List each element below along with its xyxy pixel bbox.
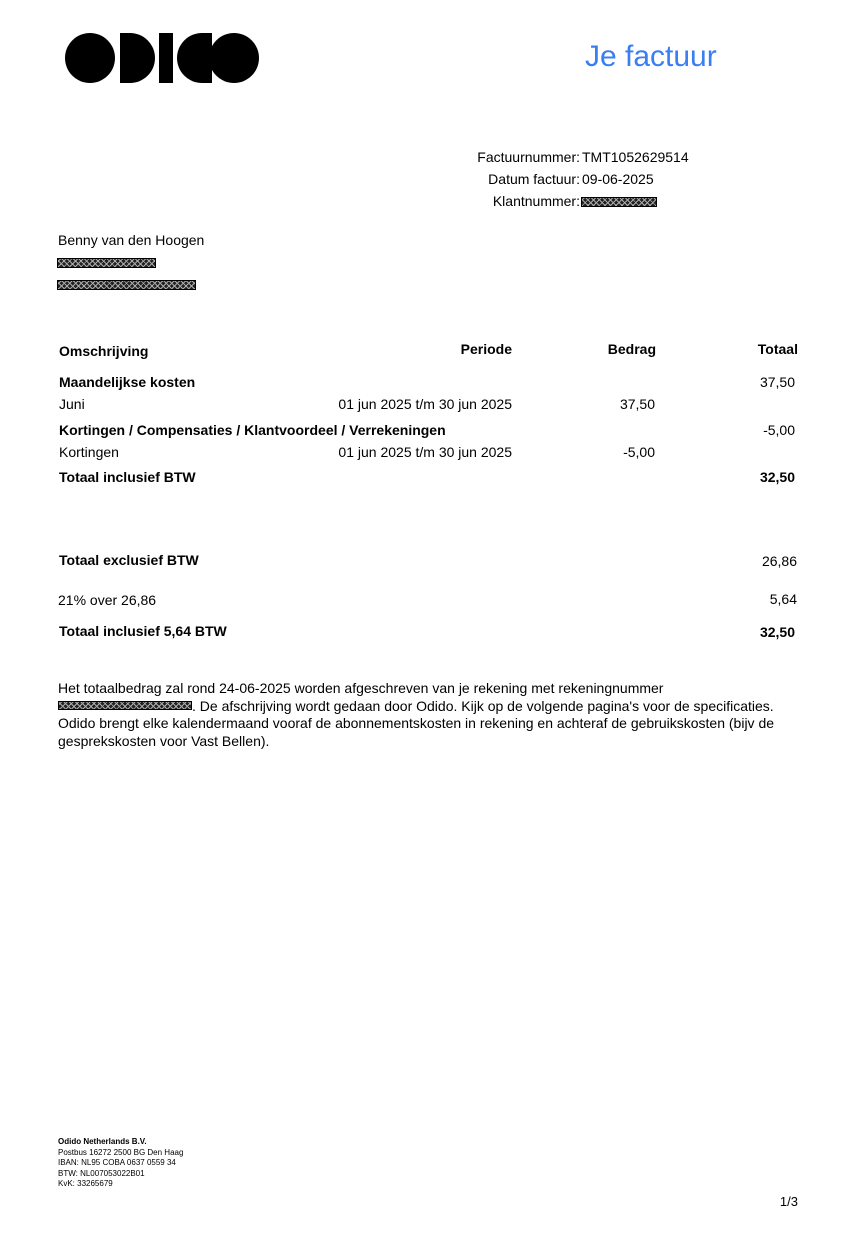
total-excl-vat-label: Totaal exclusief BTW — [59, 552, 199, 568]
footer-kvk: KvK: 33265679 — [58, 1179, 113, 1188]
total-incl-vat-value: 32,50 — [759, 624, 795, 640]
table-row-period: 01 jun 2025 t/m 30 jun 2025 — [338, 396, 512, 412]
payment-note — [58, 680, 778, 750]
total-incl-vat-label: Totaal inclusief 5,64 BTW — [59, 623, 227, 639]
table-row-total: 37,50 — [759, 374, 795, 390]
redacted-account-number — [58, 701, 192, 710]
payment-note-part-1: Het totaalbedrag zal rond 24-06-2025 worden afgeschreven van je rekening met rekeningnummer — [58, 680, 664, 696]
col-header-amount: Bedrag — [607, 341, 656, 357]
table-row-amount: -5,00 — [623, 444, 655, 460]
col-header-total: Totaal — [757, 341, 798, 357]
footer-company: Odido Netherlands B.V. — [58, 1137, 147, 1146]
redacted-customer-number — [581, 197, 657, 207]
table-row-description: Maandelijkse kosten — [59, 374, 196, 390]
page-title: Je factuur — [585, 40, 717, 73]
table-row-total: -5,00 — [763, 422, 795, 438]
table-row-period: 01 jun 2025 t/m 30 jun 2025 — [338, 444, 512, 460]
table-row-description: Juni — [59, 396, 85, 412]
total-excl-vat-value: 26,86 — [761, 553, 797, 569]
customer-number-label: Klantnummer: — [492, 193, 580, 209]
table-row-total: 32,50 — [759, 469, 795, 485]
footer-iban: IBAN: NL95 COBA 0637 0559 34 — [58, 1158, 176, 1167]
company-footer — [58, 1137, 183, 1190]
page-number: 1/3 — [779, 1194, 798, 1209]
invoice-number-label: Factuurnummer: — [477, 149, 580, 165]
invoice-date-label: Datum factuur: — [488, 171, 580, 187]
invoice-date-value: 09-06-2025 — [582, 171, 654, 187]
footer-address: Postbus 16272 2500 BG Den Haag — [58, 1147, 184, 1157]
table-row-description: Totaal inclusief BTW — [59, 469, 196, 485]
redacted-address-line-1 — [57, 258, 156, 268]
vat-value: 5,64 — [769, 591, 797, 607]
redacted-address-line-2 — [57, 280, 196, 290]
table-row-description: Kortingen / Compensaties / Klantvoordeel / Verrekeningen — [59, 422, 446, 438]
col-header-period: Periode — [460, 341, 512, 357]
vat-label: 21% over 26,86 — [58, 592, 157, 608]
invoice-number-value: TMT1052629514 — [582, 149, 689, 165]
table-row-amount: 37,50 — [619, 396, 655, 412]
payment-note-part-2: . De afschrijving wordt gedaan door Odido. Kijk op de volgende pagina's voor de specificaties. Odido brengt elke kalendermaand vooraf de abonnementskosten in rekening en achteraf de gebruikskosten (bijv de gesprekskosten voor Vast Bellen). — [58, 697, 775, 749]
footer-btw: BTW: NL007053022B01 — [58, 1168, 145, 1178]
table-row-description: Kortingen — [59, 444, 119, 460]
customer-name: Benny van den Hoogen — [58, 232, 205, 248]
col-header-description: Omschrijving — [59, 343, 149, 359]
odido-logo — [64, 30, 260, 86]
